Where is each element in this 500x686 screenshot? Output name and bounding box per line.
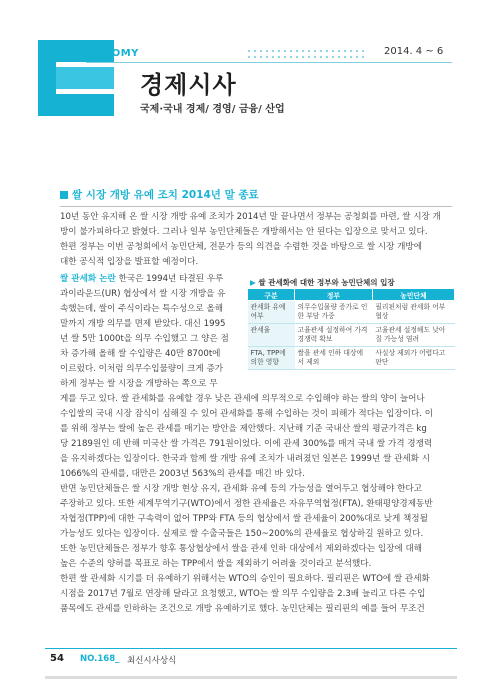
table-cell: 고율관세 설정해도 낮아질 가능성 염려 xyxy=(372,324,454,347)
table-cell: 의무수입물량 증가로 인한 부담 가중 xyxy=(295,301,373,324)
page-number: 54 xyxy=(50,653,64,664)
triangle-icon: ▶ xyxy=(250,278,256,287)
text-line: 대한 공식적 입장을 발표할 예정이다. xyxy=(60,257,199,267)
page-subtitle: 국제·국내 경제/ 경영/ 금융/ 산업 xyxy=(140,104,285,115)
text-line: 하게 정부는 쌀 시장을 개방하는 쪽으로 무 xyxy=(60,379,218,389)
table-cell: 사실상 제외가 어렵다고 판단 xyxy=(372,347,454,370)
text-line: 시점을 2017년 7월로 연장해 달라고 요청했고, WTO는 쌀 의무 수입량을 2.3배 늘리고 다른 수입 xyxy=(60,589,426,599)
header-divider xyxy=(86,62,452,63)
table-cell: FTA, TPP에 의한 영향 xyxy=(248,347,295,370)
text-line: 과이라운드(UR) 협상에서 쌀 시장 개방을 유 xyxy=(60,289,226,299)
text-line: 수입쌀의 국내 시장 잠식이 심해질 수 있어 관세화를 통해 수입하는 것이 피해가 적다는 입장이다. 이 xyxy=(60,409,434,419)
table-header-row xyxy=(248,289,455,301)
table-cell: 쌀을 관세 인하 대상에서 제외 xyxy=(295,347,373,370)
text-line: 쌀 관세화 논란 한국은 1994년 타결된 우루 xyxy=(60,274,224,284)
text-line: 반면 농민단체들은 쌀 시장 개방 현상 유지, 관세화 유예 등의 가능성을 열어두고 협상해야 한다고 xyxy=(60,484,423,494)
text-line: 게를 두고 있다. 쌀 관세화를 유예할 경우 낮은 관세에 의무적으로 수입해야 하는 쌀의 양이 늘어나 xyxy=(60,394,425,404)
left-column-paragraph xyxy=(60,272,242,392)
text-line: 년 쌀 5만 1000t을 의무 수입했고 그 양은 점 xyxy=(60,334,229,344)
text-line: 이르렀다. 이처럼 의무수입물량이 크게 증가 xyxy=(60,364,224,374)
text-line: 당 2189원인 데 반해 미국산 쌀 가격은 791원이었다. 이에 관세 300%를 매겨 국내 쌀 가격 경쟁력 xyxy=(60,439,433,449)
table-caption: ▶ 쌀 관세화에 대한 정부와 농민단체의 입장 xyxy=(250,278,395,287)
table-cell: 관세율 xyxy=(248,324,295,347)
text-line: 1066%의 관세를, 대만은 2003년 563%의 관세를 매긴 바 있다. xyxy=(60,469,305,479)
magazine-title: 최신시사상식 xyxy=(127,656,177,666)
text-line: 또한 농민단체들은 정부가 향후 통상협상에서 쌀을 관세 인하 대상에서 제외하겠다는 입장에 대해 xyxy=(60,544,423,554)
text-line: 한편 쌀 관세화 시기를 더 유예하기 위해서는 WTO의 승인이 필요하다. 필리핀은 WTO에 쌀 관세화 xyxy=(60,574,430,584)
table-row xyxy=(248,347,455,370)
text-line: 를 위해 정부는 쌀에 높은 관세를 매기는 방안을 제안했다. 지난해 기준 국내산 쌀의 평균가격은 kg xyxy=(60,424,427,434)
text-line: 자협정(TPP)에 대한 구속력이 없어 TPP와 FTA 등의 협상에서 쌀 관세율이 200%대로 낮게 책정될 xyxy=(60,514,428,524)
footer-divider xyxy=(45,648,457,649)
table-cell: 고율관세 설정하여 가격 경쟁력 확보 xyxy=(295,324,373,347)
section-marker-icon xyxy=(60,191,68,199)
text-line: 차 증가해 올해 쌀 수입량은 40만 8700t에 xyxy=(60,349,221,359)
table-row xyxy=(248,301,455,324)
magazine-issue: NO.168_ xyxy=(80,654,120,664)
table-cell: 필리핀처럼 관세화 어부 협상 xyxy=(372,301,454,324)
page-title: 경제시사 xyxy=(140,71,237,99)
text-line: 높은 수준의 양허를 목표로 하는 TPP에서 쌀을 제외하기 어려울 것이라고 분석했다. xyxy=(60,559,372,569)
text-line: 말까지 개방 의무를 면제 받았다. 대신 1995 xyxy=(60,319,226,329)
table-header: 정부 xyxy=(295,289,373,301)
text-line: 한편 정부는 이번 공청회에서 농민단체, 전문가 등의 의견을 수렴한 것을 바탕으로 쌀 시장 개방에 xyxy=(60,242,423,252)
table-cell: 관세화 유예 여부 xyxy=(248,301,295,324)
text-line: 가능성도 있다는 입장이다. 실제로 쌀 수출국들은 150~200%의 관세율로 협상하길 원하고 있다. xyxy=(60,529,424,539)
intro-paragraph xyxy=(60,210,453,270)
body-paragraph xyxy=(60,392,453,617)
issue-date: 2014. 4 ~ 6 xyxy=(384,46,444,57)
text-line: 속했는데, 쌀이 주식이라는 특수성으로 올해 xyxy=(60,304,224,314)
decorative-dots xyxy=(246,48,366,60)
text-line: 방이 불가피하다고 밝혔다. 그러나 일부 농민단체들은 개방해서는 안 된다는 입장으로 맞서고 있다. xyxy=(60,227,428,237)
section-word: CONOMY xyxy=(86,48,139,59)
article-title-divider xyxy=(60,206,452,207)
table-header: 구분 xyxy=(248,289,295,301)
table-header: 농민단체 xyxy=(372,289,454,301)
text-line: 주장하고 있다. 또한 세계무역기구(WTO)에서 정한 관세율은 자유무역협정(FTA), 환태평양경제동반 xyxy=(60,499,433,509)
keyword: 쌀 관세화 논란 xyxy=(60,274,116,284)
text-line: 10년 동안 유지해 온 쌀 시장 개방 유예 조치가 2014년 말 끝나면서 정부는 공청회를 마련, 쌀 시장 개 xyxy=(60,212,441,222)
footer-bar xyxy=(45,676,457,679)
text-line: 품목에도 관세를 인하하는 조건으로 개방 유예하기로 했다. 농민단체는 필리핀의 예를 들어 무조건 xyxy=(60,604,425,614)
table-row xyxy=(248,324,455,347)
text-line: 을 유지하겠다는 입장이다. 한국과 함께 쌀 개방 유예 조치가 내려졌던 일본은 1999년 쌀 관세화 시 xyxy=(60,454,431,464)
position-table xyxy=(247,288,455,370)
article-title: 쌀 시장 개방 유예 조치 2014년 말 종료 xyxy=(72,189,259,201)
